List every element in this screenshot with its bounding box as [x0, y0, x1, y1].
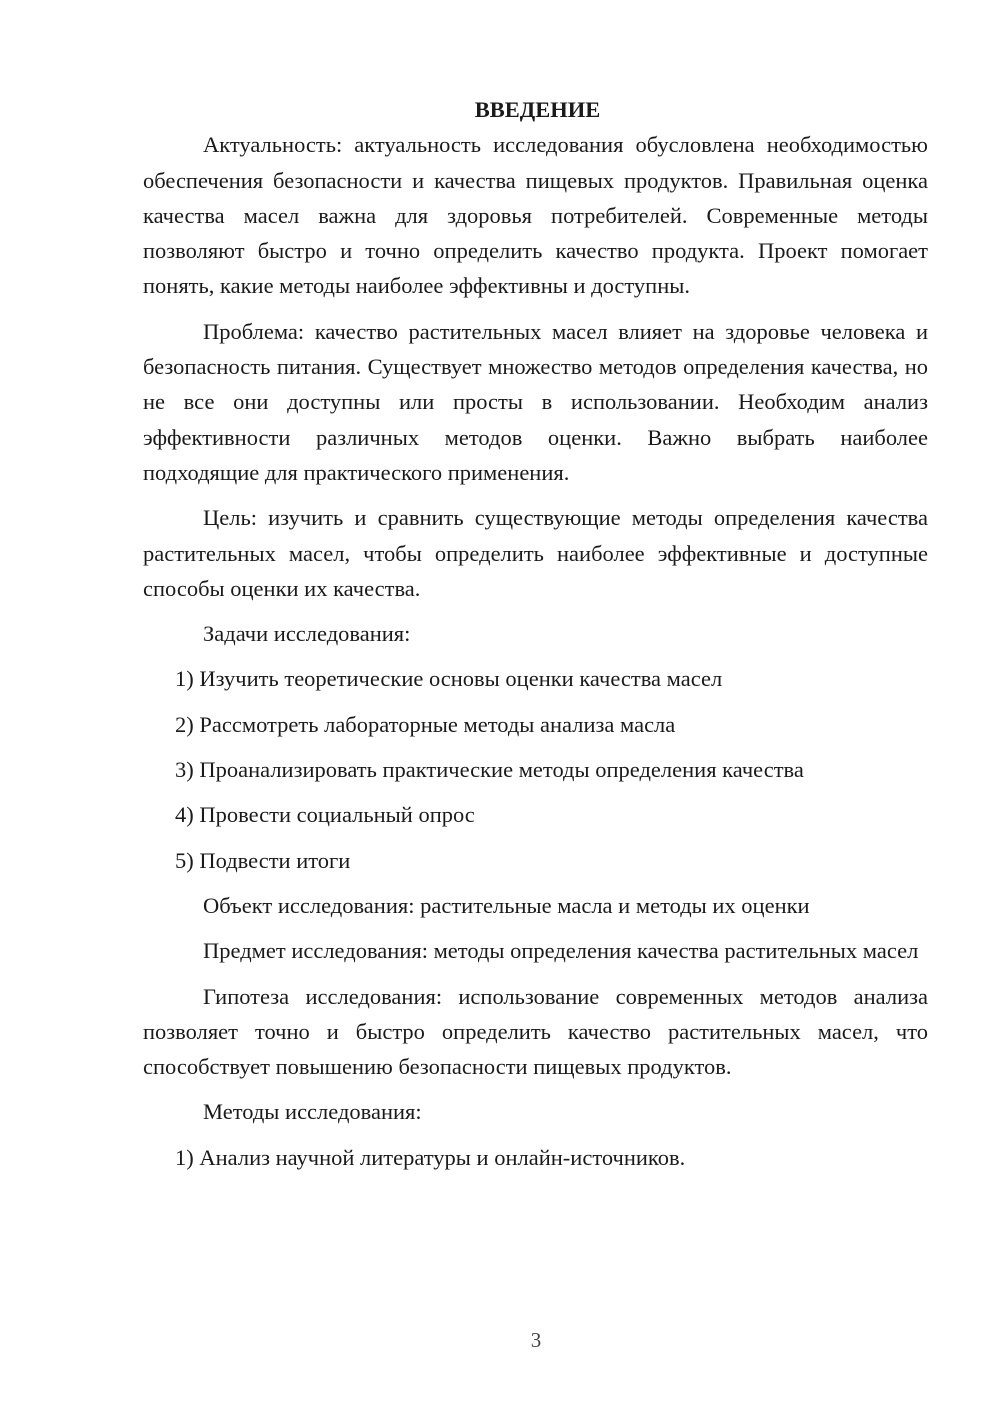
paragraph-subject: Предмет исследования: методы определения качества растительных масел	[203, 938, 919, 964]
list-item: 5) Подвести итоги	[175, 847, 351, 873]
paragraph-object: Объект исследования: растительные масла и методы их оценки	[203, 892, 810, 918]
list-item: 3) Проанализировать практические методы определения качества	[175, 757, 804, 783]
list-item: 4) Провести социальный опрос	[175, 802, 475, 828]
list-item: 1) Изучить теоретические основы оценки качества масел	[175, 666, 723, 692]
document-page	[143, 92, 928, 1175]
paragraph-hypothesis: Гипотеза исследования: использование современных методов анализа позволяет точно и быстро определить качество растительных масел, что способствует повышению безопасности пищевых продуктов.	[143, 983, 928, 1080]
paragraph-problem: Проблема: качество растительных масел влияет на здоровье человека и безопасность питания. Существует множество методов определения качества, но не все они доступны или просты в использовании. Необходим анализ эффективности различных методов оценки. Важно выбрать наиболее подходящие для практического применения.	[143, 318, 928, 485]
tasks-list	[143, 661, 928, 877]
tasks-heading: Задачи исследования:	[203, 621, 411, 647]
paragraph-goal: Цель: изучить и сравнить существующие методы определения качества растительных масел, чтобы определить наиболее эффективные и доступные способы оценки их качества.	[143, 505, 928, 601]
page-number: 3	[530, 1328, 542, 1352]
section-title: ВВЕДЕНИЕ	[474, 97, 601, 122]
methods-list	[143, 1140, 928, 1175]
list-item: 1) Анализ научной литературы и онлайн-источников.	[175, 1144, 686, 1170]
list-item: 2) Рассмотреть лабораторные методы анализа масла	[175, 711, 676, 737]
paragraph-relevance: Актуальность: актуальность исследования обусловлена необходимостью обеспечения безопасности и качества пищевых продуктов. Правильная оценка качества масел важна для здоровья потребителей. Современные методы позволяют быстро и точно определить качество продукта. Проект помогает понять, какие методы наиболее эффективны и доступны.	[143, 132, 928, 299]
methods-heading: Методы исследования:	[203, 1099, 422, 1125]
